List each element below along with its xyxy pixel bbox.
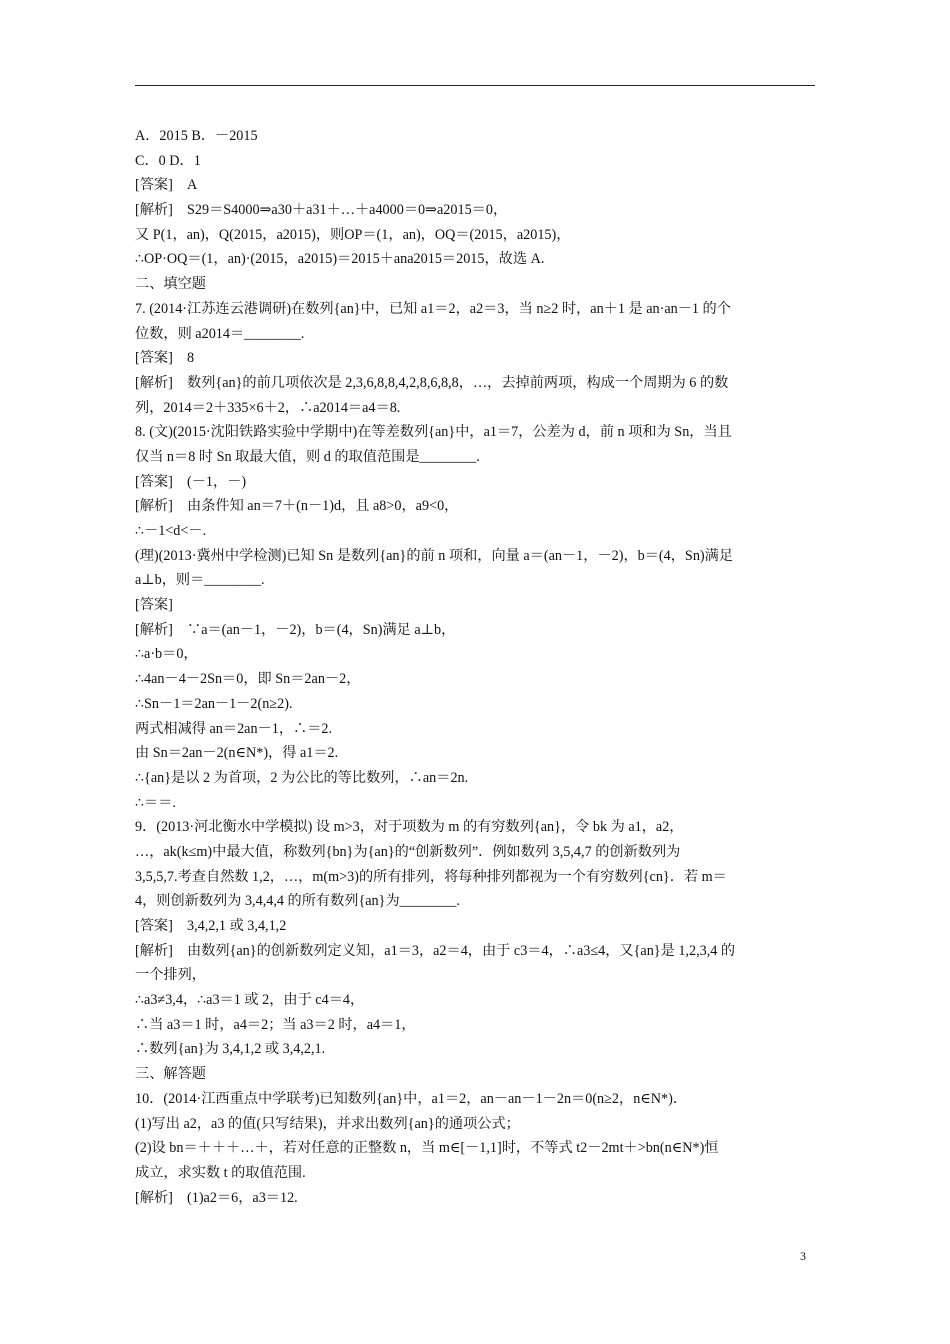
text-line: 8. (文)(2015·沈阳铁路实验中学期中)在等差数列{an}中，a1＝7，公差为 d，前 n 项和为 Sn，当且 — [135, 424, 732, 441]
text-line: a⊥b，则＝________. — [135, 572, 265, 589]
text-line: [解析] (1)a2＝6，a3＝12. — [135, 1189, 298, 1206]
text-line: ∴Sn－1＝2an－1－2(n≥2). — [135, 695, 293, 712]
text-line: ∴数列{an}为 3,4,1,2 或 3,4,2,1. — [135, 1041, 326, 1058]
text-line: [答案] 8 — [135, 350, 195, 367]
text-line: (2)设 bn＝＋＋＋…＋，若对任意的正整数 n，当 m∈[－1,1]时，不等式 t2－2mt＋>bn(n∈N*)恒 — [135, 1140, 719, 1157]
text-line: ∴a·b＝0， — [135, 646, 198, 663]
text-line: (1)写出 a2，a3 的值(只写结果)，并求出数列{an}的通项公式； — [135, 1115, 520, 1132]
text-line: ∴OP·OQ＝(1，an)·(2015，a2015)＝2015＋ana2015＝2015，故选 A. — [135, 251, 545, 268]
page-body — [135, 124, 815, 1210]
text-line: 两式相减得 an＝2an－1，∴＝2. — [135, 720, 333, 737]
section-heading: 三、解答题 — [135, 1066, 206, 1083]
text-line: A．2015 B．－2015 — [135, 128, 258, 144]
text-line: 3,5,5,7.考查自然数 1,2，…，m(m>3)的所有排列，将每种排列都视为一个有穷数列{cn}．若 m＝ — [135, 868, 727, 885]
text-line: C．0 D．1 — [135, 152, 201, 169]
text-line: 列，2014＝2＋335×6＋2，∴a2014＝a4＝8. — [135, 399, 401, 416]
text-line: 由 Sn＝2an－2(n∈N*)，得 a1＝2. — [135, 745, 339, 762]
text-line: [解析] ∵a＝(an－1，－2)，b＝(4，Sn)满足 a⊥b， — [135, 621, 456, 638]
text-line: [答案] — [135, 597, 173, 614]
text-line: [解析] 由条件知 an＝7＋(n－1)d，且 a8>0，a9<0， — [135, 498, 459, 515]
text-line: …，ak(k≤m)中最大值，称数列{bn}为{an}的“创新数列”．例如数列 3,5,4,7 的创新数列为 — [135, 843, 681, 860]
text-line: 又 P(1，an)，Q(2015，a2015)，则OP＝(1，an)，OQ＝(2015，a2015)， — [135, 226, 571, 243]
text-line: [解析] S29＝S4000⇒a30＋a31＋…＋a4000＝0⇒a2015＝0， — [135, 202, 508, 219]
page-number: 3 — [800, 1249, 806, 1263]
text-line: 位数，则 a2014＝________. — [135, 325, 305, 342]
text-line: ∴{an}是以 2 为首项，2 为公比的等比数列，∴an＝2n. — [135, 769, 469, 786]
text-line: ∴当 a3＝1 时，a4＝2；当 a3＝2 时，a4＝1， — [135, 1016, 416, 1033]
text-line: ∴4an－4－2Sn＝0，即 Sn＝2an－2， — [135, 671, 361, 688]
section-heading: 二、填空题 — [135, 276, 206, 293]
text-line: 10．(2014·江西重点中学联考)已知数列{an}中，a1＝2，an－an－1－2n＝0(n≥2，n∈N*)． — [135, 1090, 688, 1107]
text-line: (理)(2013·冀州中学检测)已知 Sn 是数列{an}的前 n 项和，向量 a＝(an－1，－2)，b＝(4，Sn)满足 — [135, 547, 734, 564]
text-line: [答案] 3,4,2,1 或 3,4,1,2 — [135, 918, 287, 934]
text-line: 仅当 n＝8 时 Sn 取最大值，则 d 的取值范围是________. — [135, 448, 480, 465]
text-line: [解析] 数列{an}的前几项依次是 2,3,6,8,8,4,2,8,6,8,8，…，去掉前两项，构成一个周期为 6 的数 — [135, 374, 729, 391]
text-line: 4，则创新数列为 3,4,4,4 的所有数列{an}为________. — [135, 893, 460, 910]
text-line: ∴－1<d<－. — [135, 523, 207, 539]
text-line: 成立，求实数 t 的取值范围. — [135, 1164, 306, 1181]
text-line: [解析] 由数列{an}的创新数列定义知，a1＝3，a2＝4，由于 c3＝4，∴a3≤4，又{an}是 1,2,3,4 的 — [135, 942, 736, 959]
text-line: ∴＝＝. — [135, 794, 176, 811]
header-rule — [135, 85, 815, 86]
text-line: [答案] A — [135, 177, 198, 194]
text-line: [答案] (－1，－) — [135, 473, 247, 490]
text-line: 一个排列， — [135, 967, 206, 984]
text-line: ∴a3≠3,4，∴a3＝1 或 2，由于 c4＝4， — [135, 992, 365, 1009]
text-line: 7. (2014·江苏连云港调研)在数列{an}中，已知 a1＝2，a2＝3，当 n≥2 时，an＋1 是 an·an－1 的个 — [135, 300, 731, 317]
text-line: 9．(2013·河北衡水中学模拟) 设 m>3，对于项数为 m 的有穷数列{an}，令 bk 为 a1，a2， — [135, 819, 684, 836]
